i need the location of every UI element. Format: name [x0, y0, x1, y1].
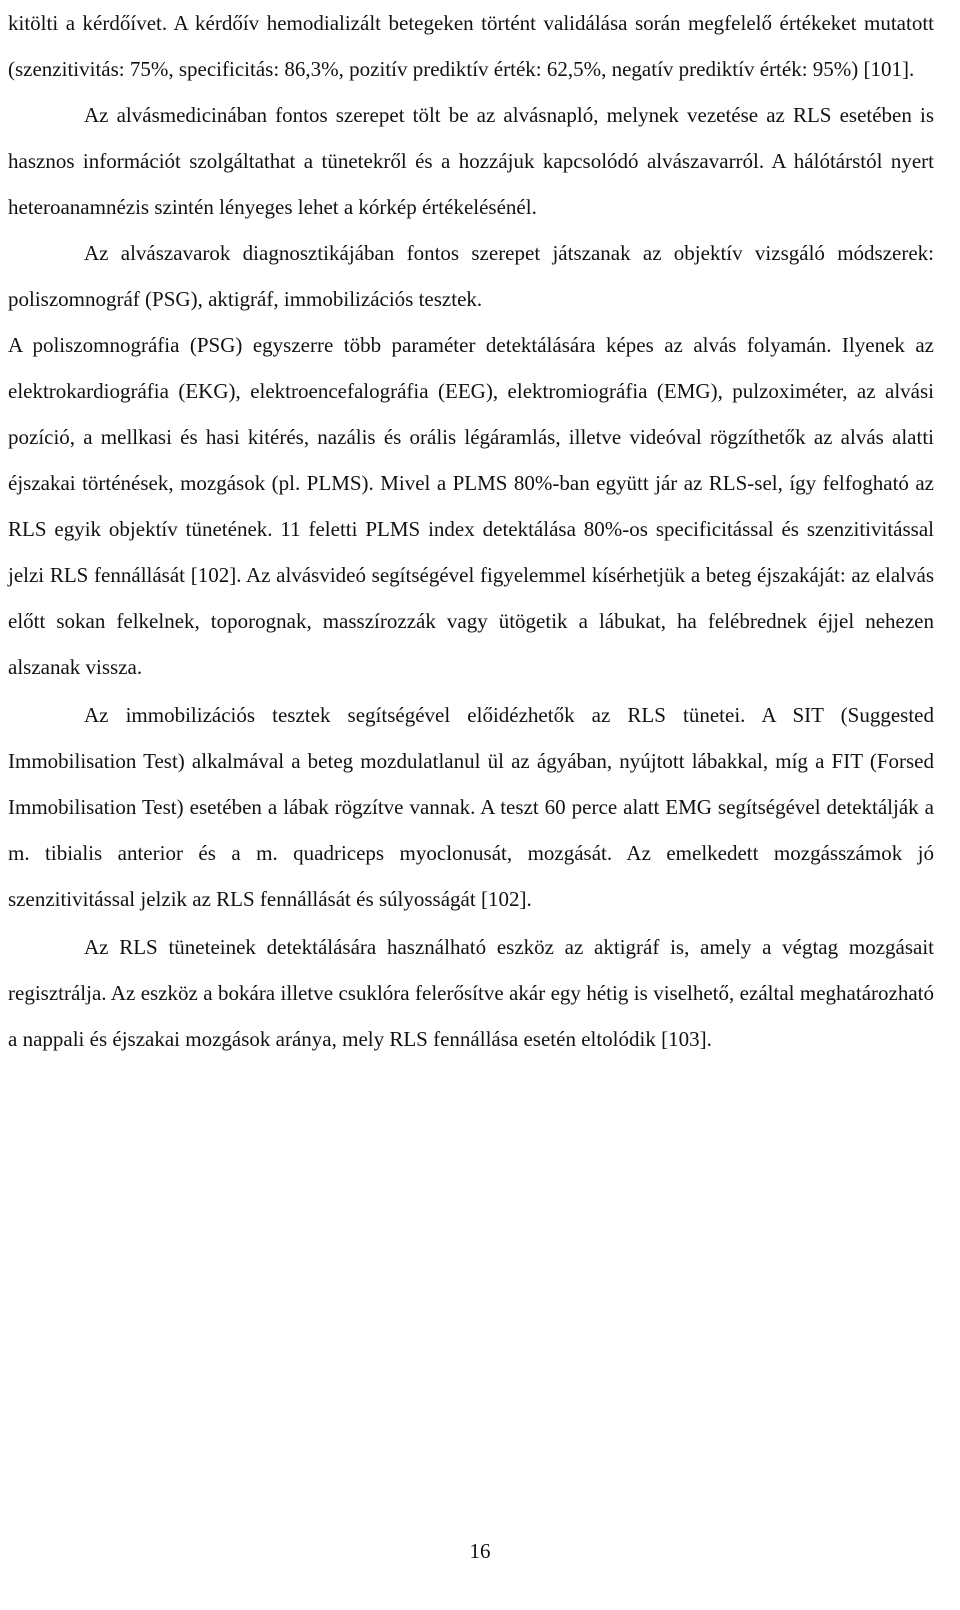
paragraph-sleep-diary: Az alvásmedicinában fontos szerepet tölt be az alvásnapló, melynek vezetése az RLS esetében is hasznos információt szolgáltathat a tünetekről és a hozzájuk kapcsolódó alvászavarról. A hálótárstól nyert heteroanamnézis szintén lényeges lehet a kórkép értékelésénél. — [8, 103, 934, 219]
paragraph-polysomnography: A poliszomnográfia (PSG) egyszerre több paraméter detektálására képes az alvás folyamán. Ilyenek az elektrokardiográfia (EKG), elektroencefalográfia (EEG), elektromiográfia (EMG), pulzoximéter, az alvási pozíció, a mellkasi és hasi kitérés, nazális és orális légáramlás, illetve videóval rögzíthetők az alvás alatti éjszakai történések, mozgások (pl. PLMS). Mivel a PLMS 80%-ban együtt jár az RLS-sel, így felfogható az RLS egyik objektív tünetének. 11 feletti PLMS index detektálása 80%-os specificitással és szenzitivitással jelzi RLS fennállását [102]. Az alvásvideó segítségével figyelemmel kísérhetjük a beteg éjszakáját: az elalvás előtt sokan felkelnek, toporognak, masszírozzák vagy ütögetik a lábukat, ha felébrednek éjjel nehezen alszanak vissza. — [8, 333, 934, 679]
document-body — [8, 0, 934, 1062]
paragraph-immobilization-tests: Az immobilizációs tesztek segítségével előidézhetők az RLS tünetei. A SIT (Suggested Immobilisation Test) alkalmával a beteg mozdulatlanul ül az ágyában, nyújtott lábakkal, míg a FIT (Forsed Immobilisation Test) esetében a lábak rögzítve vannak. A teszt 60 perce alatt EMG segítségével detektálják a m. tibialis anterior és a m. quadriceps myoclonusát, mozgását. Az emelkedett mozgásszámok jó szenzitivitással jelzik az RLS fennállását és súlyosságát [102]. — [8, 703, 934, 911]
paragraph-objective-methods: Az alvászavarok diagnosztikájában fontos szerepet játszanak az objektív vizsgáló módszerek: poliszomnográf (PSG), aktigráf, immobilizációs tesztek. — [8, 241, 934, 311]
paragraph-actigraph: Az RLS tüneteinek detektálására használható eszköz az aktigráf is, amely a végtag mozgásait regisztrálja. Az eszköz a bokára illetve csuklóra felerősítve akár egy hétig is viselhető, ezáltal meghatározható a nappali és éjszakai mozgások aránya, mely RLS fennállása esetén eltolódik [103]. — [8, 935, 934, 1051]
document-page — [8, 0, 934, 1062]
page-number: 16 — [469, 1539, 491, 1563]
paragraph-validation-results: kitölti a kérdőívet. A kérdőív hemodializált betegeken történt validálása során megfelelő értékeket mutatott (szenzitivitás: 75%, specificitás: 86,3%, pozitív prediktív érték: 62,5%, negatív prediktív érték: 95%) [101]. — [8, 11, 934, 81]
